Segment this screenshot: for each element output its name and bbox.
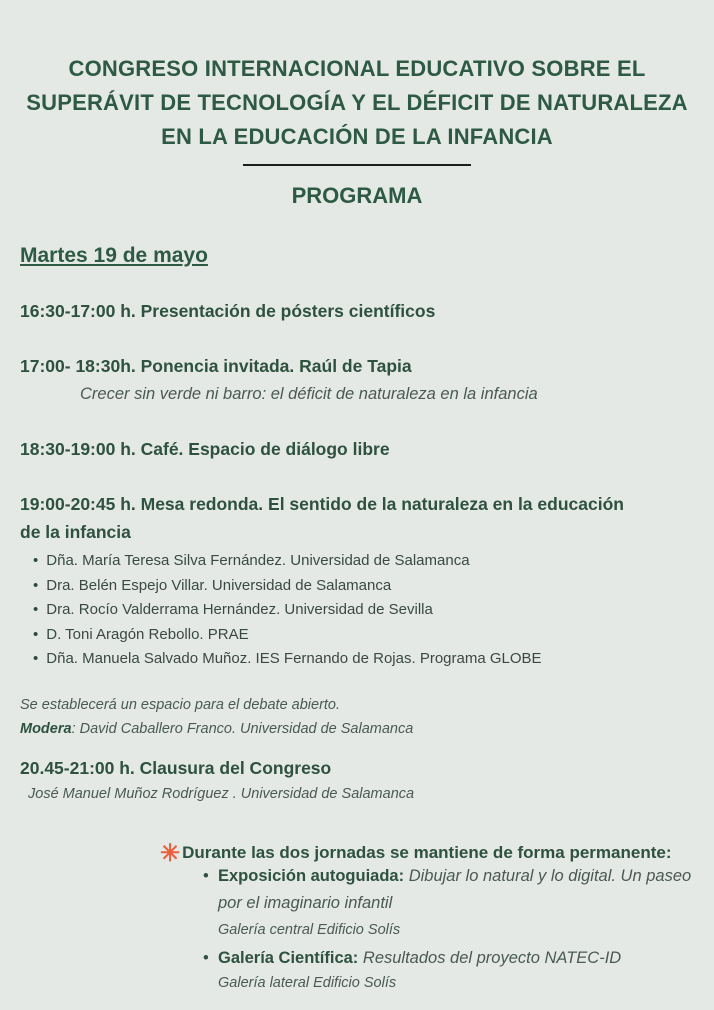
title-line: SUPERÁVIT DE TECNOLOGÍA Y EL DÉFICIT DE NATURALEZA	[26, 90, 688, 115]
exhibition-desc: Dibujar lo natural y lo digital. Un paseo por el imaginario infantil	[218, 867, 692, 912]
exhibition-item	[203, 863, 703, 917]
session-roundtable	[20, 490, 624, 546]
session-coffee: 18:30-19:00 h. Café. Espacio de diálogo libre	[20, 439, 390, 459]
keynote-title: Crecer sin verde ni barro: el déficit de naturaleza en la infancia	[80, 385, 538, 403]
roundtable-line: 19:00-20:45 h. Mesa redonda. El sentido de la naturaleza en la educación	[20, 494, 624, 514]
moderator-label: Modera	[20, 721, 72, 737]
speaker-list	[33, 549, 542, 672]
moderator-name: : David Caballero Franco. Universidad de Salamanca	[71, 721, 414, 737]
list-item: • D. Toni Aragón Rebollo. PRAE	[33, 623, 542, 648]
programa-heading: PROGRAMA	[291, 183, 423, 208]
list-item: • Dña. María Teresa Silva Fernández. Universidad de Salamanca	[33, 549, 542, 574]
list-item: • Dra. Rocío Valderrama Hernández. Universidad de Sevilla	[33, 598, 542, 623]
debate-note: Se establecerá un espacio para el debate abierto.	[20, 697, 341, 713]
gallery-place: Galería lateral Edificio Solís	[218, 975, 397, 991]
gallery-item	[203, 945, 703, 972]
exhibition-label: Exposición autoguiada:	[218, 867, 405, 885]
congress-title	[0, 52, 714, 154]
exhibition-place: Galería central Edificio Solís	[218, 922, 401, 938]
session-keynote: 17:00- 18:30h. Ponencia invitada. Raúl de Tapia	[20, 356, 412, 376]
roundtable-line: de la infancia	[20, 522, 131, 542]
closing-speaker: José Manuel Muñoz Rodríguez . Universidad de Salamanca	[28, 786, 415, 802]
asterisk-icon: ✳	[160, 840, 181, 867]
permanent-heading-text: Durante las dos jornadas se mantiene de forma permanente:	[182, 843, 672, 862]
gallery-label: Galería Científica:	[218, 949, 359, 967]
day-heading: Martes 19 de mayo	[20, 244, 208, 267]
title-line: CONGRESO INTERNACIONAL EDUCATIVO SOBRE EL	[68, 56, 646, 81]
title-divider	[243, 164, 471, 166]
list-item: • Dra. Belén Espejo Villar. Universidad de Salamanca	[33, 574, 542, 599]
session-posters: 16:30-17:00 h. Presentación de pósters científicos	[20, 301, 436, 321]
gallery-desc: Resultados del proyecto NATEC-ID	[358, 949, 622, 967]
moderator-line	[20, 721, 413, 737]
session-closing: 20.45-21:00 h. Clausura del Congreso	[20, 758, 332, 778]
list-item: • Dña. Manuela Salvado Muñoz. IES Fernando de Rojas. Programa GLOBE	[33, 647, 542, 672]
title-line: EN LA EDUCACIÓN DE LA INFANCIA	[161, 124, 553, 149]
